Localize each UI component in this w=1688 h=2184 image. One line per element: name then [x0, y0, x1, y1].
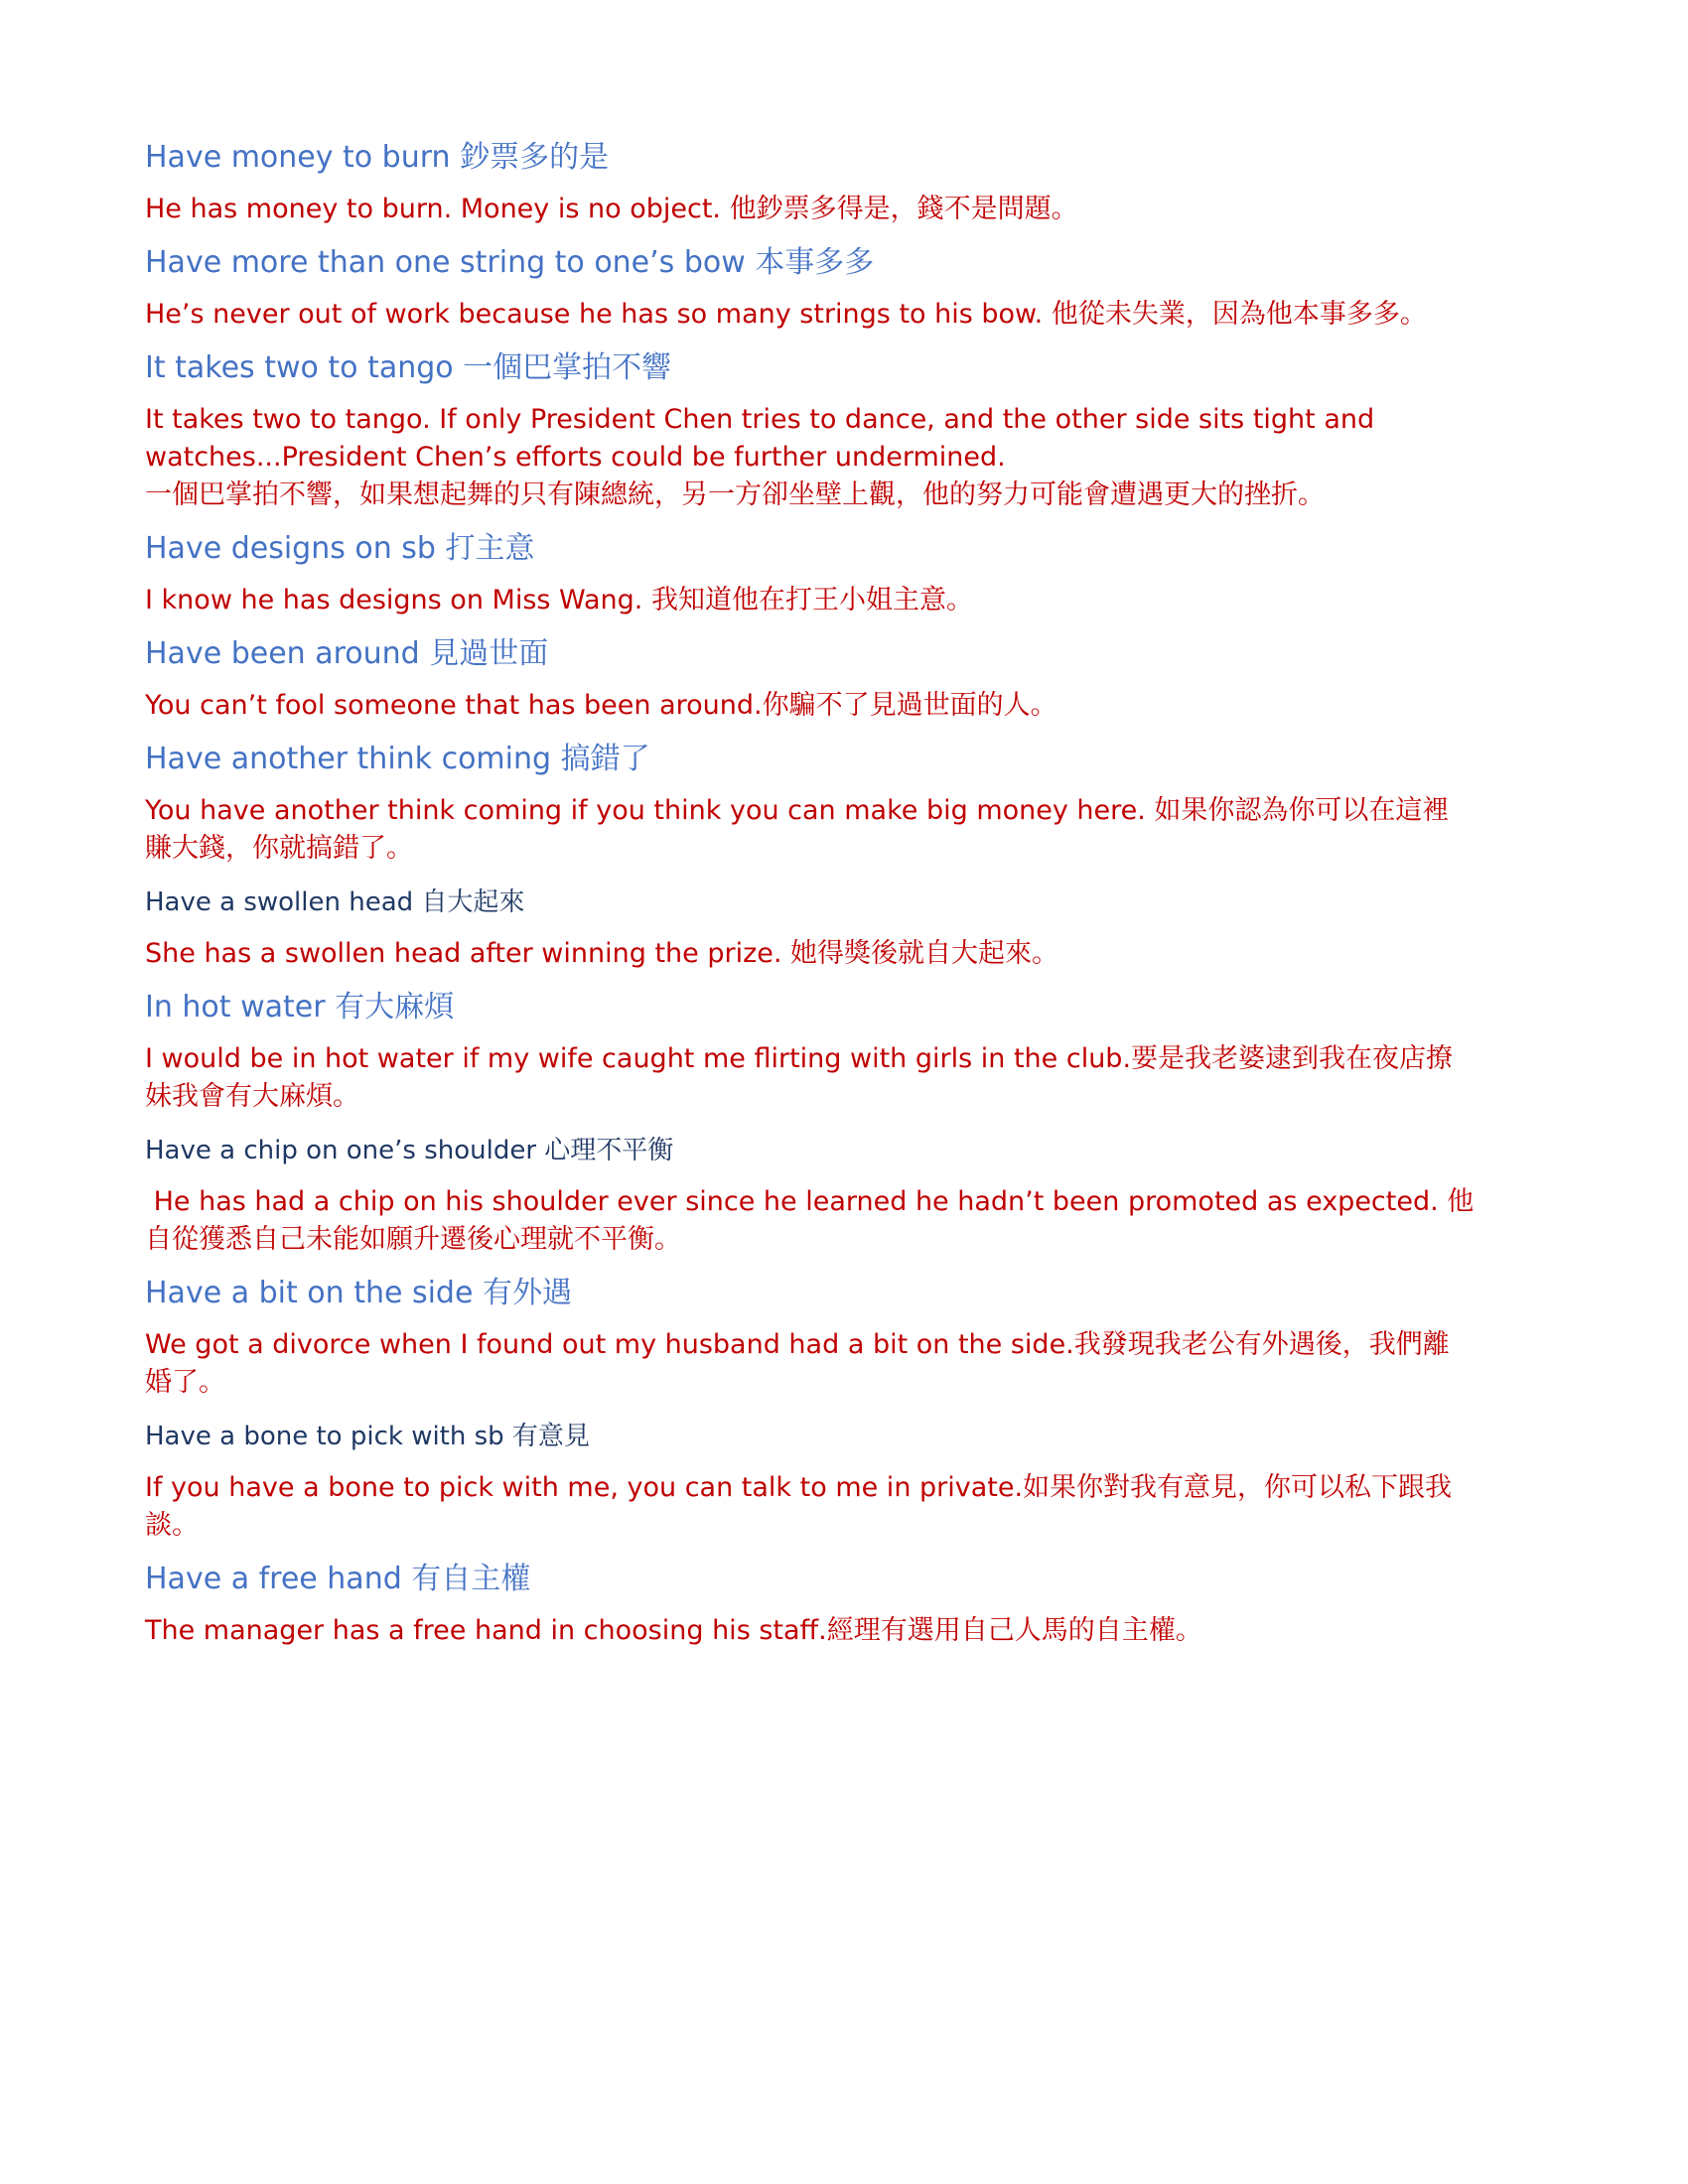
- example-text: [145, 1040, 1476, 1116]
- idiom-heading: Have another think coming 搞錯了: [145, 742, 650, 776]
- example-text: [145, 792, 1476, 868]
- idiom-entry: [145, 633, 1476, 725]
- idiom-heading: Have a chip on one’s shoulder 心理不平衡: [145, 1136, 674, 1165]
- example-line: She has a swollen head after winning the prize. 她得獎後就自大起來。: [145, 938, 1059, 969]
- idiom-list: [145, 137, 1476, 1664]
- example-text: [145, 582, 1476, 619]
- idiom-entry: [145, 1559, 1476, 1650]
- idiom-entry: [145, 1273, 1476, 1402]
- example-line: You have another think coming if you think you can make big money here. 如果你認為你可以在這裡賺大錢，你就搞錯了。: [145, 795, 1450, 864]
- idiom-entry: [145, 347, 1476, 514]
- example-text: [145, 191, 1476, 228]
- idiom-heading: Have a free hand 有自主權: [145, 1562, 531, 1596]
- idiom-entry: [145, 882, 1476, 973]
- example-line: You can’t fool someone that has been around.你騙不了見過世面的人。: [145, 690, 1057, 721]
- example-text: [145, 296, 1476, 334]
- example-text: [145, 1326, 1476, 1402]
- example-line: 一個巴掌拍不響，如果想起舞的只有陳總統，另一方卻坐壁上觀，他的努力可能會遭遇更大的挫折。: [145, 479, 1325, 510]
- idiom-entry: [145, 137, 1476, 228]
- example-line: The manager has a free hand in choosing his staff.經理有選用自己人馬的自主權。: [145, 1615, 1202, 1646]
- idiom-entry: [145, 987, 1476, 1116]
- example-line: I would be in hot water if my wife caught me flirting with girls in the club.要是我老婆逮到我在夜店撩妹我會有大麻煩。: [145, 1043, 1454, 1112]
- example-text: [145, 687, 1476, 725]
- example-text: [145, 935, 1476, 973]
- example-text: [145, 1469, 1476, 1545]
- idiom-heading: In hot water 有大麻煩: [145, 990, 455, 1024]
- example-line: We got a divorce when I found out my husband had a bit on the side.我發現我老公有外遇後，我們離婚了。: [145, 1329, 1450, 1398]
- example-line: He’s never out of work because he has so many strings to his bow. 他從未失業，因為他本事多多。: [145, 299, 1427, 330]
- example-text: [145, 401, 1476, 514]
- example-line: He has had a chip on his shoulder ever since he learned he hadn’t been promoted as expected. 他自從獲悉自己未能如願升遷後心理就不平衡。: [145, 1186, 1475, 1255]
- idiom-heading: It takes two to tango 一個巴掌拍不響: [145, 350, 672, 385]
- idiom-entry: [145, 242, 1476, 334]
- idiom-heading: Have a bit on the side 有外遇: [145, 1276, 572, 1310]
- example-text: [145, 1183, 1476, 1259]
- idiom-entry: [145, 1416, 1476, 1545]
- example-line: He has money to burn. Money is no object. 他鈔票多得是，錢不是問題。: [145, 194, 1078, 224]
- example-line: It takes two to tango. If only President Chen tries to dance, and the other side sits tight and watches...President Chen’s efforts could be further undermined.: [145, 404, 1383, 473]
- idiom-heading: Have a bone to pick with sb 有意見: [145, 1422, 590, 1451]
- idiom-heading: Have money to burn 鈔票多的是: [145, 140, 610, 175]
- idiom-heading: Have more than one string to one’s bow 本事多多: [145, 245, 875, 280]
- idiom-heading: Have been around 見過世面: [145, 636, 549, 671]
- idiom-entry: [145, 1130, 1476, 1259]
- idiom-entry: [145, 739, 1476, 868]
- example-line: I know he has designs on Miss Wang. 我知道他在打王小姐主意。: [145, 585, 973, 615]
- idiom-heading: Have designs on sb 打主意: [145, 531, 535, 566]
- idiom-heading: Have a swollen head 自大起來: [145, 887, 525, 917]
- example-line: If you have a bone to pick with me, you can talk to me in private.如果你對我有意見，你可以私下跟我談。: [145, 1472, 1453, 1541]
- example-text: [145, 1612, 1476, 1650]
- idiom-entry: [145, 528, 1476, 619]
